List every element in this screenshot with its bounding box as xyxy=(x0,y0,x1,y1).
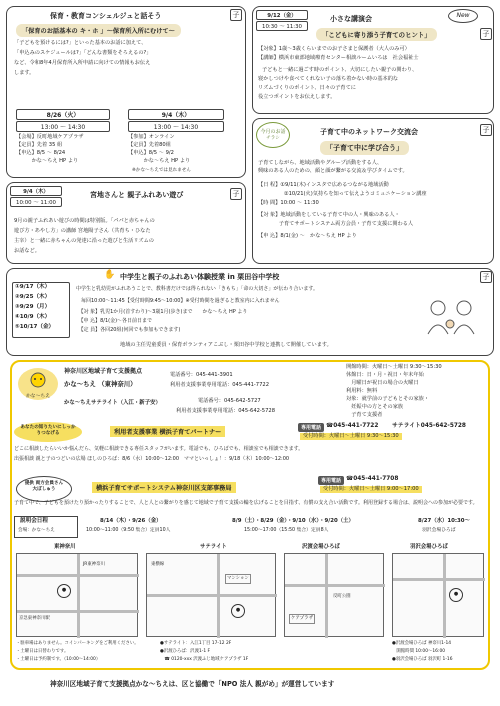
concierge-title: 保育・教育コンシェルジュと話そう xyxy=(50,12,162,20)
support-session-2: 8/9（土）・8/29（金）・9/10（水）・9/20（土） xyxy=(232,518,354,524)
network-title: 「子育て中に学び合う」 xyxy=(320,141,409,155)
support-phone: ☎045-441-7708 xyxy=(346,476,399,482)
lecture-target: 【対象】1歳～3歳くらいまでのお子さまと保護者（大人のみ可） xyxy=(258,46,410,52)
session2-row: 【定員】先着80組 xyxy=(128,142,171,148)
miyachi-date: 9/4（木） xyxy=(10,186,62,196)
session2-date: 9/4（木） xyxy=(128,109,224,120)
school-date: ①9/17（木） xyxy=(15,284,51,290)
lecture-title: 「こどもに寄り添う子育てのヒント」 xyxy=(316,28,437,41)
school-footer: 地域の主任児童委員・保育ボランティアこぶし・栗田谷中学校と連携して開催しています。 xyxy=(120,342,332,348)
center-hours: 子育て支援者 xyxy=(346,412,383,418)
note-mid: ●サテライト：入江1丁目 17-12 2F xyxy=(160,641,232,646)
center-hours: 利用料：無料 xyxy=(346,388,378,394)
school-date: ④10/9（木） xyxy=(15,314,51,320)
center-tel2: 利用者支援事業専用電話：045-441-7722 xyxy=(170,382,269,388)
center-hours: 対象：就学前の子どもとその家族・ xyxy=(346,396,430,402)
school-title: 中学生と親子のふれあい体験授業 in 栗田谷中学校 xyxy=(120,273,280,281)
note-left: ・土曜日は日替わりです。 xyxy=(16,649,69,654)
center-tel1: 電話番号：045-441-3901 xyxy=(170,372,233,378)
note-left: ・土曜日は予約制です。（10:00～14:00） xyxy=(16,657,101,662)
consult-phone2: サテライト045-642-5728 xyxy=(392,423,466,429)
center-satellite: かな～ちえサテライト（入江・新子安） xyxy=(64,400,161,406)
concierge-subtitle: 「保育のお話基本の キ・ホ 」～保育所入所にむけて～ xyxy=(16,24,181,37)
center-hours: 開館時間：火曜日～土曜日 9:30～15:30 xyxy=(346,364,442,370)
network-body: 子育てしながら、地域活動やグループ活動をする人、 xyxy=(258,160,383,166)
support-session-3: 8/27（水）10:30～ xyxy=(418,518,470,524)
network-row: 子育てサポートシステム両方会員・子育て支援に関わる人 xyxy=(258,221,414,227)
lecture-body: 役立つポイントをお伝えします。 xyxy=(258,94,336,100)
session1-row: 【定員】先着 35 組 xyxy=(16,142,63,148)
note-mid: ☎ 0120-xxx 沢渡ふじ地域ケアプラザ 1F xyxy=(160,657,249,662)
lecture-date: 9/12（金） xyxy=(256,10,308,20)
concierge-body-3: など、令和8年4月保育所入所申請に向けての情報もお伝え xyxy=(14,60,151,66)
miyachi-body: 主宰）と一緒に赤ちゃんの発達に沿った遊びと生活リズムの xyxy=(14,238,154,244)
session2-time: 13:00 ～ 14:30 xyxy=(128,121,224,132)
map-label: 東横線 xyxy=(151,562,165,567)
school-date: ③9/29（月） xyxy=(15,304,51,310)
center-name2: かな～ちえ （東神奈川） xyxy=(64,380,137,388)
network-label: 今月のお話 xyxy=(260,129,286,135)
consult-phone-label: 専用電話 xyxy=(298,423,324,432)
support-session-1: 8/14（木）・9/26（金） xyxy=(100,518,162,524)
network-row: 【日 程】①9/11(木)インスタで広めるつながる地域活動 xyxy=(258,182,389,188)
network-flyer-badge xyxy=(256,122,290,148)
note-right: 開館時間 10:00～16:00 xyxy=(392,649,446,654)
network-row: 【時 間】10:00 ～ 11:30 xyxy=(258,200,319,206)
map-label: 京急東神奈川駅 xyxy=(19,616,50,621)
lecture-time: 10:30 ～ 11:30 xyxy=(256,21,308,31)
center-tel3: 電話番号：045-642-5727 xyxy=(198,398,261,404)
kids-icon: 子 xyxy=(230,9,242,21)
support-session-venue: 会場：かな～ちえ xyxy=(18,528,55,533)
kids-icon: 子 xyxy=(230,188,242,200)
hazawa-marker-icon: ● xyxy=(449,588,463,602)
consult-hours: 受付時間：火曜日～土曜日 9:30～15:30 xyxy=(300,433,402,440)
satellite-marker-icon: ● xyxy=(231,604,245,618)
map-label: JR東神奈川 xyxy=(83,562,105,567)
map-satellite xyxy=(146,553,276,637)
concierge-body-4: します。 xyxy=(14,70,35,76)
miyachi-body: お話など。 xyxy=(14,248,40,254)
lecture-body: 寝かしつけや食べてくれない子の落ち着かない時の基本的な xyxy=(258,76,399,82)
center-hours: 休館日：日・月・祝日・年末年始 xyxy=(346,372,424,378)
new-badge: New xyxy=(448,9,478,23)
map-higashikanagawa xyxy=(16,553,138,637)
support-session-2-detail: 15:00～17:00（15:50 集合）定員8人 xyxy=(244,528,329,533)
map4-title: 羽沢会場ひろば xyxy=(410,544,448,550)
center-hours: 妊娠中の方とその家族 xyxy=(346,404,404,410)
lecture-body: 子どもと一緒に過ごす時のポイント、大切にしたい親子の関わり、 xyxy=(262,67,418,73)
consult-title: 利用者支援事業 横浜子育てパートナー xyxy=(110,426,225,437)
kids-icon: 子 xyxy=(480,28,492,40)
center-hours: 月曜日が祝日の場合の火曜日 xyxy=(346,380,419,386)
map3-title: 沢渡会場ひろば xyxy=(302,544,340,550)
note-right: ●沢渡会場ひろば 神奈川1-14 xyxy=(392,641,452,646)
center-name1: 神奈川区地域子育て支援拠点 xyxy=(64,368,143,375)
lecture-heading: 小さな講演会 xyxy=(330,15,372,23)
network-sub: チラシ xyxy=(266,136,280,141)
map-sawatari xyxy=(284,553,384,637)
lecture-speaker: 【講師】横浜市東部地域療育センター相談ルームいろは 社会福祉士 xyxy=(258,55,419,61)
note-left: ・駐車場はありません。コインパーキングをご利用ください。 xyxy=(16,641,139,646)
network-heading: 子育て中のネットワーク交流会 xyxy=(320,128,418,136)
school-body: 【対 象】乳児1か月(首すわり)～3歳1月(歩き)まで かな～ちえ HP より xyxy=(76,309,248,315)
map-label: マンション xyxy=(225,574,251,584)
center-marker-icon: ● xyxy=(57,584,71,598)
concierge-body-1: 「子どもを預けるには?」といった基本のお話に加えて、 xyxy=(14,40,147,46)
miyachi-time: 10:00 ～ 11:00 xyxy=(10,197,62,207)
support-hours: 受付時間：火曜日～土曜日 9:00～17:00 xyxy=(320,486,422,493)
center-tel4: 利用者支援事業専用電話：045-642-5728 xyxy=(176,408,275,414)
session1-row: 【会場】反町地域ケアプラザ xyxy=(16,134,84,140)
session2-row: 【申込】8/5 ～ 9/2 xyxy=(128,150,174,156)
support-body: 子育て中で、子どもを預けたり預かったりすることで、人と人との繋がりを感じて地域で子育て支援の輪を広げることを目指す、有償の支え合い活動です。利用登録する場合は、説明会への参加が必要です。 xyxy=(14,500,478,506)
note-right: ●羽沢会場ひろば 羽沢町 1-16 xyxy=(392,657,453,662)
session2-row: かな～ちえ HP より xyxy=(128,158,191,164)
miyachi-body: 遊び方・あやし方」の講師 宮地陽子さん（共育ち・ひなた xyxy=(14,228,151,234)
map-label: 反町公園 xyxy=(333,594,351,599)
map-label: ケアプラザ xyxy=(289,614,315,624)
session2-row: 【参加】オンライン xyxy=(128,134,175,140)
support-phone-label: 専用電話 xyxy=(318,476,344,485)
map2-title: サテライト xyxy=(200,544,227,550)
students-illustration xyxy=(420,296,486,336)
kids-icon: 子 xyxy=(480,124,492,136)
network-row: 【対 象】地域活動をしている子育て中の人・興味のある人・ xyxy=(258,212,400,218)
school-body: 毎回10:00～11:45【受付時間9:45～10:00】※受付時間を過ぎると教室内に入れません xyxy=(76,298,280,304)
school-body: 【申 込】8/1(金)～各日前日まで xyxy=(76,318,153,324)
session1-row: かな～ちえ HP より xyxy=(16,158,79,164)
support-session-3-detail: 羽沢会場ひろば xyxy=(422,528,456,533)
school-date: ②9/25（木） xyxy=(15,294,51,300)
school-body: 【定 員】各回20組(何回でも参加もできます) xyxy=(76,327,181,333)
handshake-icon: ✋ xyxy=(104,270,116,280)
session1-time: 13:00 ～ 14:30 xyxy=(16,121,110,132)
support-session-label: 説明会日程 xyxy=(20,518,48,524)
session2-note: ※かな～ちえでは見れません xyxy=(132,168,191,173)
support-title: 横浜子育てサポートシステム神奈川区支部事務局 xyxy=(92,482,236,493)
school-body: 中学生と乳幼児がふれあうことで、教科書だけでは得られない「きもち」「命の大切さ」が伝わり合います。 xyxy=(76,286,319,292)
lecture-body: リズムづくりのポイント、日々の子育てに xyxy=(258,85,356,91)
miyachi-body: 9月の親子ふれあい遊びの時間は特別版。「パパと赤ちゃんの xyxy=(14,218,155,224)
school-date: ⑤10/17（金） xyxy=(15,324,55,330)
miyachi-title: 宮地さんと 親子ふれあい遊び xyxy=(90,191,184,199)
concierge-body-2: 「申込みのスケジュールは?」「どんな書類をそろえるの?」 xyxy=(14,50,152,56)
network-row: ②10/21(火)気持ちを知って伝えようコミュニケーション講座 xyxy=(258,191,427,197)
network-row: 【申 込】8/1(金) ～ かな～ちえ HP より xyxy=(258,233,357,239)
network-body: 興味のある人のための、顔と顔が繋がる交流＆学びタイムです。 xyxy=(258,168,408,174)
center-logo-text: かな～ちえ xyxy=(26,394,50,399)
map1-title: 東神奈川 xyxy=(54,544,76,550)
consult-body: どこに相談したらいいか悩んだら、気軽に相談できる専任スタッフがいます。電話でも、ひろばでも、相談室でも相談できます。 xyxy=(14,446,304,452)
map-hazawa xyxy=(392,553,484,637)
support-badge: 提供 両方会員さん大ぼしゅう xyxy=(16,476,72,502)
page-footer: 神奈川区地域子育て支援拠点かな～ちえは、区と協働で「NPO 法人 親がめ」が運営しています xyxy=(50,680,335,688)
support-session-1-detail: 10:00～11:00（9:50 集合）定員10人 xyxy=(86,528,171,533)
note-mid: ●沢渡ひろば：沢渡1-1 F xyxy=(160,649,211,654)
consult-body: 出張相談 親と子のつどいの広場 ほしのひろば：8/6（水）10:00～12:00 ママといっしょ！：9/18（木）10:00～12:00 xyxy=(14,456,290,462)
kids-icon: 子 xyxy=(480,271,492,283)
consult-phone1: ☎045-441-7722 xyxy=(326,423,379,429)
session1-row: 【申込】8/5 ～ 8/24 xyxy=(16,150,66,156)
session1-date: 8/26（火） xyxy=(16,109,110,120)
consult-bubble: あなたの知りたいにしっかりつなげる xyxy=(14,422,82,442)
